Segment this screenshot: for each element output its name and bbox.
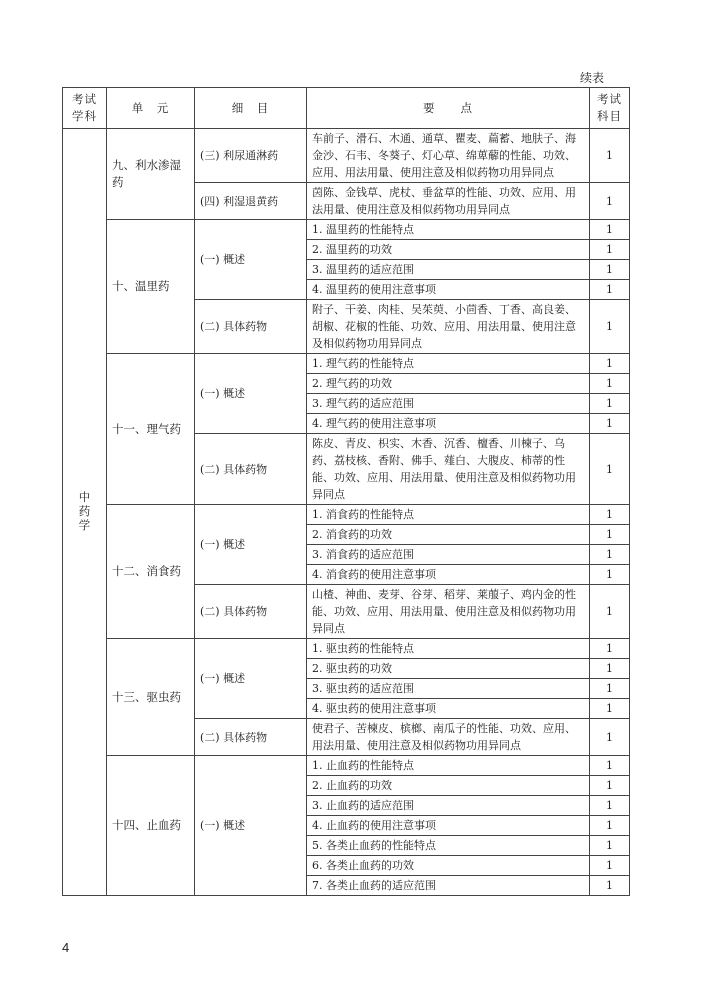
exam-subject-cell: 1 [590, 525, 630, 545]
header-unit: 单 元 [107, 88, 195, 129]
table-row [63, 505, 630, 525]
header-subject: 考试学科 [63, 88, 107, 129]
item-cell: (二) 具体药物 [195, 300, 307, 354]
exam-subject-cell: 1 [590, 816, 630, 836]
table-row [63, 756, 630, 776]
table-row [63, 354, 630, 374]
exam-subject-cell: 1 [590, 220, 630, 240]
table-row [63, 220, 630, 240]
exam-subject-cell: 1 [590, 679, 630, 699]
point-cell: 附子、干姜、肉桂、吴茱萸、小茴香、丁香、高良姜、胡椒、花椒的性能、功效、应用、用法用量、使用注意及相似药物功用异同点 [307, 300, 590, 354]
point-cell: 使君子、苦楝皮、槟榔、南瓜子的性能、功效、应用、用法用量、使用注意及相似药物功用异同点 [307, 719, 590, 756]
item-cell: (二) 具体药物 [195, 585, 307, 639]
header-exam-subject: 考试科目 [590, 88, 630, 129]
point-cell: 1. 理气药的性能特点 [307, 354, 590, 374]
exam-subject-cell: 1 [590, 260, 630, 280]
exam-subject-cell: 1 [590, 856, 630, 876]
point-cell: 山楂、神曲、麦芽、谷芽、稻芽、莱菔子、鸡内金的性能、功效、应用、用法用量、使用注意及相似药物功用异同点 [307, 585, 590, 639]
point-cell: 3. 理气药的适应范围 [307, 394, 590, 414]
point-cell: 1. 温里药的性能特点 [307, 220, 590, 240]
point-cell: 5. 各类止血药的性能特点 [307, 836, 590, 856]
exam-subject-cell: 1 [590, 659, 630, 679]
exam-subject-cell: 1 [590, 776, 630, 796]
exam-subject-cell: 1 [590, 876, 630, 896]
point-cell: 4. 消食药的使用注意事项 [307, 565, 590, 585]
syllabus-table [62, 87, 630, 896]
item-cell: (二) 具体药物 [195, 434, 307, 505]
exam-subject-cell: 1 [590, 434, 630, 505]
point-cell: 3. 止血药的适应范围 [307, 796, 590, 816]
point-cell: 茵陈、金钱草、虎杖、垂盆草的性能、功效、应用、用法用量、使用注意及相似药物功用异同点 [307, 183, 590, 220]
exam-subject-cell: 1 [590, 796, 630, 816]
point-cell: 6. 各类止血药的功效 [307, 856, 590, 876]
exam-subject-cell: 1 [590, 374, 630, 394]
point-cell: 2. 驱虫药的功效 [307, 659, 590, 679]
subject-cell [63, 129, 107, 896]
table-row [63, 129, 630, 183]
point-cell: 4. 理气药的使用注意事项 [307, 414, 590, 434]
table-body [63, 129, 630, 896]
item-cell: (三) 利尿通淋药 [195, 129, 307, 183]
exam-subject-cell: 1 [590, 129, 630, 183]
unit-cell: 十一、理气药 [107, 354, 195, 505]
unit-cell: 十、温里药 [107, 220, 195, 354]
point-cell: 3. 消食药的适应范围 [307, 545, 590, 565]
item-cell: (四) 利湿退黄药 [195, 183, 307, 220]
header-item: 细 目 [195, 88, 307, 129]
subject-label: 中药学 [78, 490, 91, 532]
point-cell: 2. 理气药的功效 [307, 374, 590, 394]
item-cell: (一) 概述 [195, 505, 307, 585]
item-cell: (一) 概述 [195, 756, 307, 896]
exam-subject-cell: 1 [590, 394, 630, 414]
point-cell: 车前子、滑石、木通、通草、瞿麦、萹蓄、地肤子、海金沙、石韦、冬葵子、灯心草、绵萆薢的性能、功效、应用、用法用量、使用注意及相似药物功用异同点 [307, 129, 590, 183]
item-cell: (一) 概述 [195, 220, 307, 300]
exam-subject-cell: 1 [590, 505, 630, 525]
exam-subject-cell: 1 [590, 183, 630, 220]
exam-subject-cell: 1 [590, 300, 630, 354]
point-cell: 2. 温里药的功效 [307, 240, 590, 260]
continued-label: 续表 [580, 71, 605, 85]
exam-subject-cell: 1 [590, 414, 630, 434]
exam-subject-cell: 1 [590, 585, 630, 639]
point-cell: 2. 消食药的功效 [307, 525, 590, 545]
unit-cell: 九、利水渗湿药 [107, 129, 195, 220]
unit-cell: 十四、止血药 [107, 756, 195, 896]
point-cell: 1. 止血药的性能特点 [307, 756, 590, 776]
exam-subject-cell: 1 [590, 699, 630, 719]
point-cell: 3. 驱虫药的适应范围 [307, 679, 590, 699]
exam-subject-cell: 1 [590, 836, 630, 856]
exam-subject-cell: 1 [590, 280, 630, 300]
exam-subject-cell: 1 [590, 719, 630, 756]
exam-subject-cell: 1 [590, 639, 630, 659]
point-cell: 4. 驱虫药的使用注意事项 [307, 699, 590, 719]
point-cell: 7. 各类止血药的适应范围 [307, 876, 590, 896]
point-cell: 1. 消食药的性能特点 [307, 505, 590, 525]
exam-subject-cell: 1 [590, 354, 630, 374]
exam-subject-cell: 1 [590, 240, 630, 260]
exam-subject-cell: 1 [590, 545, 630, 565]
item-cell: (一) 概述 [195, 354, 307, 434]
point-cell: 4. 温里药的使用注意事项 [307, 280, 590, 300]
point-cell: 2. 止血药的功效 [307, 776, 590, 796]
point-cell: 3. 温里药的适应范围 [307, 260, 590, 280]
unit-cell: 十二、消食药 [107, 505, 195, 639]
unit-cell: 十三、驱虫药 [107, 639, 195, 756]
exam-subject-cell: 1 [590, 756, 630, 776]
point-cell: 1. 驱虫药的性能特点 [307, 639, 590, 659]
table-header-row [63, 88, 630, 129]
page-number: 4 [62, 940, 70, 955]
exam-subject-cell: 1 [590, 565, 630, 585]
point-cell: 4. 止血药的使用注意事项 [307, 816, 590, 836]
item-cell: (一) 概述 [195, 639, 307, 719]
point-cell: 陈皮、青皮、枳实、木香、沉香、檀香、川楝子、乌药、荔枝核、香附、佛手、薤白、大腹皮、柿蒂的性能、功效、应用、用法用量、使用注意及相似药物功用异同点 [307, 434, 590, 505]
header-points: 要 点 [307, 88, 590, 129]
table-row [63, 639, 630, 659]
item-cell: (二) 具体药物 [195, 719, 307, 756]
